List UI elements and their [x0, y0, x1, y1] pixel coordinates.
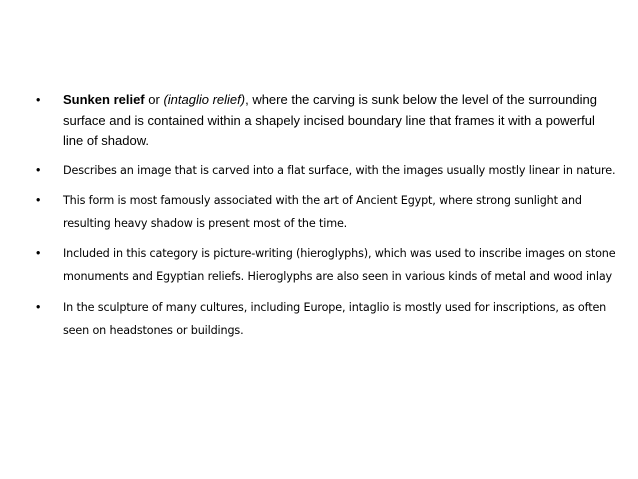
bullet-connector: or [144, 92, 164, 107]
bullet-marker: • [36, 246, 41, 261]
bullet-item-description [36, 159, 616, 182]
bullet-item-inscriptions [36, 296, 616, 342]
bullet-text: , where the carving is sunk below the level of the surrounding surface and is contained within a shapely incised boundary line that frames it with a powerful line of shadow. [63, 92, 598, 148]
bullet-marker: • [36, 93, 41, 107]
bullet-text: This form is most famously associated with the art of Ancient Egypt, where strong sunlight and resulting heavy shadow is present most of the time. [63, 193, 582, 230]
bullet-list [36, 90, 616, 349]
bullet-item-sunken-relief [36, 90, 616, 152]
bullet-alt-term: (intaglio relief) [163, 92, 246, 107]
bullet-item-ancient-egypt [36, 189, 616, 235]
bullet-term: Sunken relief [63, 92, 145, 107]
bullet-text: Describes an image that is carved into a flat surface, with the images usually mostly linear in nature. [63, 163, 616, 177]
bullet-text: Included in this category is picture-writing (hieroglyphs), which was used to inscribe images on stone monuments and Egyptian reliefs. Hieroglyphs are also seen in various kinds of metal and wood inlay [63, 247, 616, 284]
bullet-marker: • [36, 162, 41, 177]
bullet-text: In the sculpture of many cultures, including Europe, intaglio is mostly used for inscriptions, as often seen on headstones or buildings. [63, 300, 607, 337]
bullet-marker: • [36, 192, 41, 207]
bullet-marker: • [36, 299, 41, 314]
bullet-item-hieroglyphs [36, 242, 616, 288]
